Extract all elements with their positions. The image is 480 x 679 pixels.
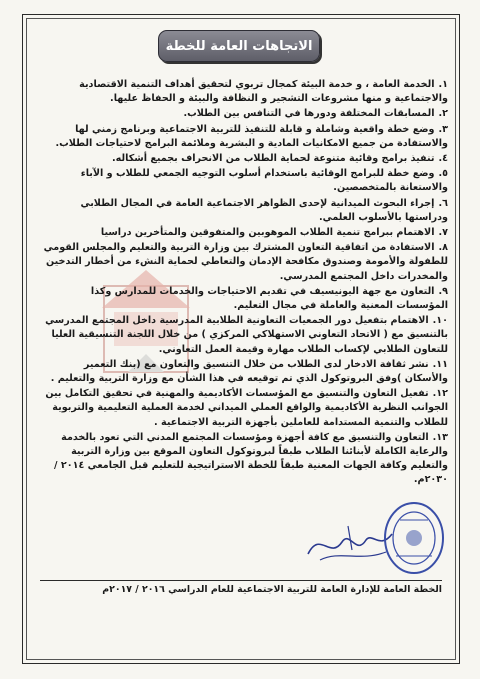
list-item-text: تنفيذ برامج وقائية متنوعة لحماية الطلاب من الانحراف بجميع أشكاله. bbox=[112, 153, 435, 165]
list-item-number: ٩. bbox=[438, 285, 448, 297]
list-item-text: الاستفادة من اتفاقية التعاون المشترك بين وزارة التربية والتعليم والمجلس القومي للطفولة والأمومة وصندوق مكافحة الإدمان والتعاطي لحماية النشء من أخطار التدخين والمخدرات داخل المجتمع المدرسي. bbox=[43, 242, 448, 282]
list-item-number: ٤. bbox=[438, 153, 448, 165]
list-item-number: ٦. bbox=[438, 197, 448, 209]
list-item bbox=[38, 285, 448, 313]
list-item-text: التعاون والتنسيق مع كافة أجهزة ومؤسسات المجتمع المدني التي تعود بالخدمة والرعاية الكاملة لأبنائنا الطلاب طبقاً لبروتوكول التعاون الموقع بين وزارة التربية والتعليم وكافة الجهات المعنية طبقاً للخطة الاستراتيجية للتعليم قبل الجامعي ٢٠١٤ / ٢٠٣٠م. bbox=[54, 431, 448, 486]
footer-caption: الخطة العامة للإدارة العامة للتربية الاجتماعية للعام الدراسي ٢٠١٦ / ٢٠١٧م bbox=[102, 584, 442, 595]
list-item-number: ٣. bbox=[438, 123, 448, 135]
section-title bbox=[158, 30, 320, 62]
list-item bbox=[38, 314, 448, 357]
list-item bbox=[38, 78, 448, 106]
list-item-text: المسابقات المختلفة ودورها في التنافس بين الطلاب. bbox=[183, 108, 435, 120]
list-item bbox=[38, 197, 448, 225]
list-item-number: ١. bbox=[438, 79, 448, 90]
list-item-text: إجراء البحوث الميدانية لإحدى الظواهر الاجتماعية العامة في المجال الطلابي ودراستها بالأسلوب العلمي. bbox=[80, 197, 448, 223]
list-item bbox=[38, 152, 448, 166]
list-item bbox=[38, 431, 448, 488]
list-item bbox=[38, 226, 448, 240]
list-item-number: ١٣. bbox=[432, 431, 448, 443]
list-item bbox=[38, 123, 448, 151]
list-item-number: ٧. bbox=[438, 227, 448, 239]
list-item-text: الاهتمام بتفعيل دور الجمعيات التعاونية الطلابية المدرسية داخل المجتمع المدرسي بالتنسيق مع ( الاتحاد التعاوني الاستهلاكي المركزي ) من خلال اللجنة التنسيقية العليا للتعاون الطلابي لإكساب الطلاب مهارة وقيمة العمل التعاوني. bbox=[45, 315, 448, 355]
list-item-number: ٥. bbox=[438, 168, 448, 180]
list-item-text: وضع خطة واقعية وشاملة و قابلة للتنفيذ للتربية الاجتماعية وبرنامج زمني لها والاستفادة من جميع الامكانيات المادية و البشرية وملائمة البرامج لاحتياجات الطلاب. bbox=[55, 123, 448, 149]
list-item-text: وضع خطة للبرامج الوقائية باستخدام أسلوب التوجيه الجمعي للطلاب و الآباء والاستعانة بالمتخصصين. bbox=[80, 168, 448, 194]
guidelines-list bbox=[38, 78, 448, 489]
list-item-text: نشر ثقافة الادخار لدى الطلاب من خلال التنسيق والتعاون مع (بنك التعمير والأسكان )وفق البروتوكول الذي تم توقيعه في هذا الشأن مع وزارة التربية والتعليم . bbox=[50, 358, 448, 385]
list-item-number: ٢. bbox=[438, 108, 448, 120]
list-item-number: ١٠. bbox=[432, 315, 448, 327]
section-title-text: الاتجاهات العامة للخطة bbox=[165, 38, 313, 54]
list-item-number: ١١. bbox=[432, 358, 448, 370]
official-stamp-icon bbox=[382, 500, 446, 576]
list-item bbox=[38, 387, 448, 430]
list-item-number: ١٢. bbox=[432, 388, 448, 400]
list-item-text: الاهتمام ببرامج تنمية الطلاب الموهوبين والمتفوقين والمتأخرين دراسيا bbox=[100, 227, 435, 239]
list-item bbox=[38, 358, 448, 386]
list-item bbox=[38, 241, 448, 284]
list-item-text: تفعيل التعاون والتنسيق مع المؤسسات الأكاديمية والمهنية في تحقيق التكامل بين الجوانب النظرية الأكاديمية والواقع العملي الميداني لخدمة العملية التعليمية والتربوية للطلاب والتنمية المستدامة للعاملين بأجهزة التربية الاجتماعية . bbox=[45, 388, 448, 428]
list-item-number: ٨. bbox=[438, 242, 448, 254]
list-item-text: الخدمة العامة ، و خدمة البيئة كمجال تربوي لتحقيق أهداف التنمية الاقتصادية والاجتماعية و منها مشروعات التشجير و النظافة والبيئة و الحفاظ عليها. bbox=[79, 79, 448, 105]
list-item-text: التعاون مع جهة اليونيسيف في تقديم الاحتياجات والخدمات للمدارس وكذا المؤسسات المعنية والعاملة في مجال التعليم. bbox=[90, 285, 448, 312]
list-item bbox=[38, 107, 448, 121]
list-item bbox=[38, 167, 448, 195]
footer-divider bbox=[40, 580, 442, 581]
